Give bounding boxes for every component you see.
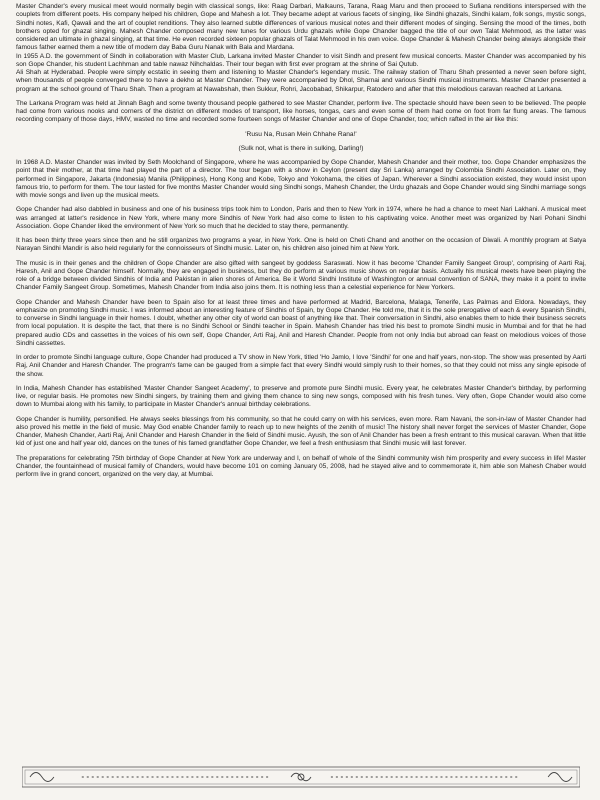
song-quote: 'Rusu Na, Rusan Mein Chhahe Rana!' <box>245 130 357 138</box>
paragraph-family-group: The music is in their genes and the children of Gope Chander are also gifted with sangeet by goddess Saraswati. Now it has become 'Chander Family Sangeet Group', comprising of Aarti Raj, Haresh, Anil and Gope Chander himself. Normally, they are engaged in business, but they do perform at various music shows on regular basis. Actually his musical meets have been playing the role of a bridge between divided Sindhis of India and Pakistan in alien shores of America. Be it World Sindhi Institute of Washington or annual convention of SANA, they make it a point to invite Chander Family Sangeet Group. Sometimes, Mahesh Chander from India also joins them. It is nothing less than a celestial experience for New Yorkers. <box>16 259 586 292</box>
paragraph-new-york: Gope Chander had also dabbled in business and one of his business trips took him to London, Paris and then to New York in 1974, where he had a chance to meet Nari Lakhani. A musical meet was arranged at latter's residence in New York, where many more Sindhis of New York had also come to listen to his captivating voice. Another meet was organized by Nari Pohani Sindhi Association. Gope Chander liked the environment of New York so much that he decided to stay there, permanently. <box>16 206 586 230</box>
paragraph-75th-birthday: The preparations for celebrating 75th birthday of Gope Chander at New York are underway and I, on behalf of whole of the Sindhi community wish him prosperity and every success in life! Master Chander, the fountainhead of musical family of Chanders, would have become 101 on coming January 05, 2008, had he stayed alive and to commemorate it, him able son Mahesh Chaber would perform live in grand concert, organized on the very day, at Mumbai. <box>16 454 586 479</box>
paragraph-hyderabad: Ali Shah at Hyderabad. People were simply ecstatic in seeing them and listening to Master Chander's legendary music. The railway station of Tharu Shah presented a never seen before sight, when thousands of people converged there to have a dekho at Master Chander. They were accompanied by Dhol, Sharnai and various Sindhi musical instruments. Master Chander presented a program at the school ground of Tharu Shah. Then a program at Nawabshah, then Sukkur, Rohri, Jacobabad, Shikarpur, Ratodero and after that this melodious caravan reached at Larkana. <box>16 69 586 93</box>
paragraph-classical-songs: Master Chander's every musical meet would normally begin with classical songs, like: Raag Darbari, Malkauns, Tarana, Raag Maru and then proceed to Sufiana renditions interspersed with the couplets from different poets. His company helped his children, Gope and Mahesh a lot. They became adept at various facets of singing, like Sindhi ghazals, Sindhi kalam, folk songs, mystic songs, Sindhi notes, Kafi, Qawali and the art of couplet renditions. They also learned subtle differences of various musical notes and their different modes of singing. Sensing the mood of the times, both brothers opted for ghazal singing. Mahesh Chander composed many new tunes for various Urdu ghazals while Gope Chander bagged the title of our own Talat Mehmood, as the latter was considered an ultimate in ghazal singing, at that time. He even recorded sixteen popular ghazals of Talat Mehmood in his own voice. Gope Chander & Mahesh Chander being always alongside their famous father earned them a new title of modern day Baba Guru Nanak with Bala and Mardana. <box>16 3 586 52</box>
paragraph-academy: In India, Mahesh Chander has established 'Master Chander Sangeet Academy', to preserve and promote pure Sindhi music. Every year, he celebrates Master Chander's birthday, by performing live, or regular basis. He promotes new Sindhi singers, by training them and giving them chance to sing new songs, composed with his fresh tunes. Very often, Gope Chander would also come down to Mumbai along with his family, to participate in Master Chander's annual birthday celebrations. <box>16 384 586 409</box>
paragraph-tv-show: In order to promote Sindhi language culture, Gope Chander had produced a TV show in New York, titled 'Ho Jamlo, I love 'Sindhi' for one and half years, non-stop. The show was presented by Aarti Raj, Anil Chander and Haresh Chander. The program's fame can be gauged from a simple fact that every Sindhi would simply rush to their homes, so that they could not miss any single episode of the show. <box>16 354 586 378</box>
decorative-footer-border <box>22 764 580 790</box>
paragraph-1968-tour: In 1968 A.D. Master Chander was invited by Seth Moolchand of Singapore, where he was accompanied by Gope Chander, Mahesh Chander and their mother, too. Gope Chander emphasizes the point that their mother, at that time had played the part of a director. The tour began with a show in Ceylon (present day Sri Lanka) arranged by Colombia Sindhi Association. Later on, they performed in Singapore, Jakarta (Indonesia) Manila (Philippines), Hong Kong and Kobe, Tokyo and Yokohama, the cities of Japan. Wherever a Sindhi association existed, they would insist upon famous trio, to perform for them. The tour lasted for five months Master Chander would sing Sindhi songs, Mahesh Chander, the Urdu ghazals and Gope Chander would sing Sindhi marriage songs with movie songs and liven up the musical meets. <box>16 159 586 200</box>
ornament-border-icon <box>22 764 580 790</box>
song-translation: (Sulk not, what is there in sulking, Darling!) <box>238 144 364 152</box>
paragraph-humility: Gope Chander is humility, personified. He always seeks blessings from his community, so that he could carry on with his services, even more. Ram Navani, the son-in-law of Master Chander had also proved his mettle in the field of music. May God enable Chander family to reach up to new heights of the zenith of music! The history shall never forget the services of Master Chander, Gope Chander, Mahesh Chander, Aarti Raj, Anil Chander and Haresh Chander in the field of Sindhi music. Ayush, the son of Anil Chander has been a fresh entrant to this musical caravan. When that little kid of just one and half year old, dances on the tunes of his famed grandfather Gope Chander, we feel a fresh enthusiasm that Sindhi music will last forever. <box>16 415 586 448</box>
paragraph-spain: Gope Chander and Mahesh Chander have been to Spain also for at least three times and have performed at Madrid, Barcelona, Malaga, Tenerife, Las Palmas and Eldora. Nowadays, they emphasize on promoting Sindhi music. I was informed about an interesting feature of Sindhis of Spain, by Gope Chander. He told me, that it is the sole prerogative of each & every Spanish Sindhi, to converse in Sindhi language in their homes. I doubt, whether any other city of world can boast of anything like that. Their conversation in Sindhi, also enables them to hide their business secrets from local population. It is despite the fact, that there is no Sindhi School or Sindhi teacher in Spain. Mahesh Chander has tried his best to promote Sindhi music in Mumbai and for that he had prepared audio CDs and cassettes in the voices of his own self, Gope Chander, Arti Raj, Anil and Haresh Chander. People from not only India but abroad can feast on melodious voices of those Sindhi cassettes. <box>16 298 586 347</box>
paragraph-larkana: The Larkana Program was held at Jinnah Bagh and some twenty thousand people gathered to see Master Chander, perform live. The spectacle should have been seen to be believed. The people had come from various nooks and corners of the district on different modes of transport, like horses, tongas, cars and even some of them had come on foot from far flung areas. The famous recording company of those days, HMV, wasted no time and recorded some fourteen songs of Master Chander and one of Gope Chander, too; which rafted in the air like this: <box>16 99 586 124</box>
paragraph-1955-tour: In 1955 A.D. the government of Sindh in collaboration with Master Club, Larkana invited Master Chander to visit Sindh and present few musical concerts. Master Chander was accompanied by his son Gope Chander, his student Lachhman and table nawaz Nihchaldas. Their tour began with first ever program at the shrine of Sai Qutub. <box>16 52 586 68</box>
paragraph-thirty-three-years: It has been thirty three years since then and he still organizes two programs a year, in New York. One is held on Cheti Chand and another on the occasion of Diwali. A monthly program at Satya Narayan Sindhi Mandir is also held regularly for the connoisseurs of Sindhi music. Later on, his children also joined him at New York. <box>16 237 586 253</box>
